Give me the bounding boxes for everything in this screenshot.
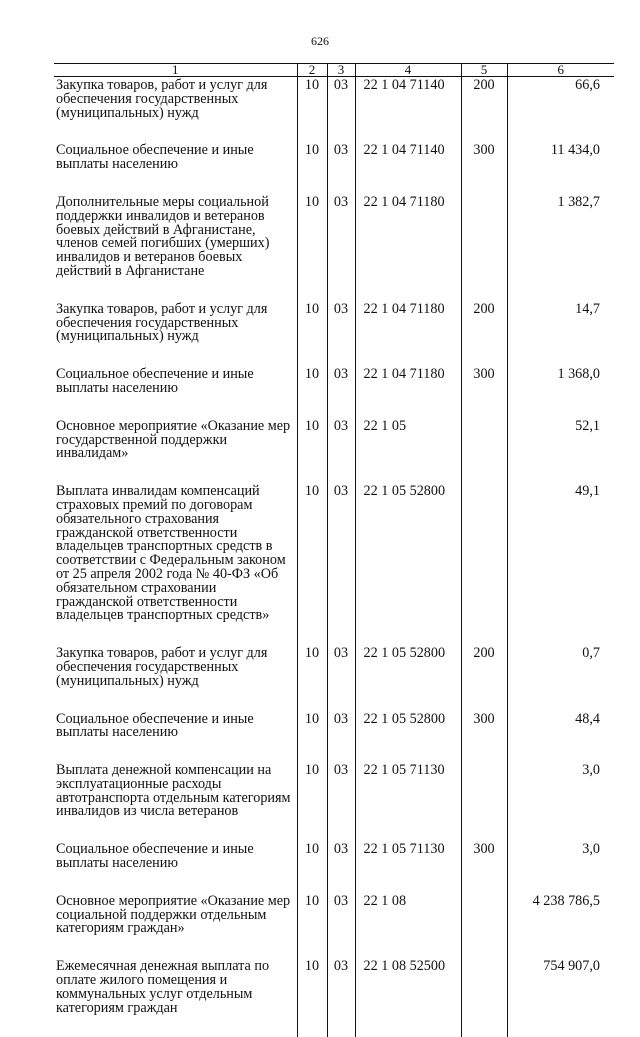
cell-section: 10 — [297, 958, 327, 1037]
cell-name: Выплата денежной компенсации на эксплуатационные расходы автотранспорта отдельным категориям инвалидов из числа ветеранов — [54, 762, 297, 841]
cell-target-code: 22 1 05 — [355, 418, 461, 483]
cell-section: 10 — [297, 841, 327, 893]
cell-expense-type: 200 — [461, 301, 507, 366]
table-row — [54, 77, 614, 143]
cell-expense-type — [461, 762, 507, 841]
cell-amount: 11 434,0 — [507, 142, 614, 194]
cell-name: Выплата инвалидам компенсаций страховых премий по договорам обязательного страхования гражданской ответственности владельцев транспортных средств в соответствии с Федеральным законом от 25 апреля 2002 года № 40-ФЗ «Об обязательном страховании гражданской ответственности владельцев транспортных средств» — [54, 483, 297, 645]
cell-amount: 3,0 — [507, 762, 614, 841]
cell-name: Основное мероприятие «Оказание мер социальной поддержки отдельным категориям граждан» — [54, 893, 297, 958]
cell-name: Закупка товаров, работ и услуг для обеспечения государственных (муниципальных) нужд — [54, 645, 297, 710]
cell-section: 10 — [297, 645, 327, 710]
cell-amount: 14,7 — [507, 301, 614, 366]
cell-section: 10 — [297, 711, 327, 763]
cell-subsection: 03 — [327, 418, 355, 483]
cell-expense-type — [461, 958, 507, 1037]
cell-name: Социальное обеспечение и иные выплаты населению — [54, 366, 297, 418]
cell-subsection: 03 — [327, 483, 355, 645]
cell-section: 10 — [297, 483, 327, 645]
cell-subsection: 03 — [327, 958, 355, 1037]
cell-target-code: 22 1 05 52800 — [355, 645, 461, 710]
table-row — [54, 893, 614, 958]
header-col-1: 1 — [54, 64, 297, 77]
cell-amount: 66,6 — [507, 77, 614, 143]
cell-expense-type: 300 — [461, 711, 507, 763]
cell-subsection: 03 — [327, 194, 355, 301]
cell-name: Социальное обеспечение и иные выплаты населению — [54, 841, 297, 893]
cell-name: Закупка товаров, работ и услуг для обеспечения государственных (муниципальных) нужд — [54, 77, 297, 143]
cell-target-code: 22 1 04 71140 — [355, 77, 461, 143]
budget-table-container — [54, 63, 614, 905]
cell-subsection: 03 — [327, 711, 355, 763]
cell-name: Дополнительные меры социальной поддержки инвалидов и ветеранов боевых действий в Афганистане, членов семей погибших (умерших) инвалидов и ветеранов боевых действий в Афганистане — [54, 194, 297, 301]
cell-expense-type — [461, 418, 507, 483]
table-row — [54, 711, 614, 763]
cell-subsection: 03 — [327, 645, 355, 710]
budget-table — [54, 63, 614, 1037]
cell-amount: 1 382,7 — [507, 194, 614, 301]
cell-expense-type: 300 — [461, 366, 507, 418]
cell-expense-type — [461, 194, 507, 301]
cell-amount: 754 907,0 — [507, 958, 614, 1037]
cell-target-code: 22 1 04 71180 — [355, 301, 461, 366]
cell-section: 10 — [297, 893, 327, 958]
header-col-2: 2 — [297, 64, 327, 77]
cell-name: Основное мероприятие «Оказание мер государственной поддержки инвалидам» — [54, 418, 297, 483]
table-header — [54, 64, 614, 77]
cell-target-code: 22 1 04 71140 — [355, 142, 461, 194]
table-row — [54, 483, 614, 645]
cell-amount: 52,1 — [507, 418, 614, 483]
cell-expense-type: 200 — [461, 645, 507, 710]
cell-subsection: 03 — [327, 762, 355, 841]
cell-amount: 1 368,0 — [507, 366, 614, 418]
cell-target-code: 22 1 05 71130 — [355, 841, 461, 893]
cell-section: 10 — [297, 77, 327, 143]
cell-amount: 0,7 — [507, 645, 614, 710]
cell-target-code: 22 1 05 52800 — [355, 711, 461, 763]
cell-target-code: 22 1 05 71130 — [355, 762, 461, 841]
cell-subsection: 03 — [327, 142, 355, 194]
cell-section: 10 — [297, 366, 327, 418]
cell-section: 10 — [297, 301, 327, 366]
cell-subsection: 03 — [327, 366, 355, 418]
page-number: 626 — [0, 34, 640, 49]
cell-name: Социальное обеспечение и иные выплаты населению — [54, 142, 297, 194]
cell-section: 10 — [297, 418, 327, 483]
cell-expense-type — [461, 483, 507, 645]
table-row — [54, 194, 614, 301]
cell-amount: 48,4 — [507, 711, 614, 763]
cell-section: 10 — [297, 142, 327, 194]
cell-subsection: 03 — [327, 893, 355, 958]
table-body — [54, 77, 614, 1037]
header-col-5: 5 — [461, 64, 507, 77]
cell-expense-type: 200 — [461, 77, 507, 143]
cell-name: Социальное обеспечение и иные выплаты населению — [54, 711, 297, 763]
cell-expense-type — [461, 893, 507, 958]
table-row — [54, 418, 614, 483]
cell-name: Закупка товаров, работ и услуг для обеспечения государственных (муниципальных) нужд — [54, 301, 297, 366]
cell-target-code: 22 1 08 52500 — [355, 958, 461, 1037]
cell-subsection: 03 — [327, 77, 355, 143]
header-col-3: 3 — [327, 64, 355, 77]
header-row — [54, 64, 614, 77]
cell-name: Ежемесячная денежная выплата по оплате жилого помещения и коммунальных услуг отдельным категориям граждан — [54, 958, 297, 1037]
cell-section: 10 — [297, 194, 327, 301]
cell-section: 10 — [297, 762, 327, 841]
table-row — [54, 762, 614, 841]
cell-target-code: 22 1 04 71180 — [355, 366, 461, 418]
cell-amount: 3,0 — [507, 841, 614, 893]
cell-target-code: 22 1 04 71180 — [355, 194, 461, 301]
table-row — [54, 645, 614, 710]
table-row — [54, 958, 614, 1037]
table-row — [54, 841, 614, 893]
cell-target-code: 22 1 08 — [355, 893, 461, 958]
cell-expense-type: 300 — [461, 142, 507, 194]
table-row — [54, 142, 614, 194]
cell-target-code: 22 1 05 52800 — [355, 483, 461, 645]
header-col-4: 4 — [355, 64, 461, 77]
cell-subsection: 03 — [327, 301, 355, 366]
table-row — [54, 366, 614, 418]
cell-subsection: 03 — [327, 841, 355, 893]
header-col-6: 6 — [507, 64, 614, 77]
cell-expense-type: 300 — [461, 841, 507, 893]
cell-amount: 4 238 786,5 — [507, 893, 614, 958]
cell-amount: 49,1 — [507, 483, 614, 645]
table-row — [54, 301, 614, 366]
